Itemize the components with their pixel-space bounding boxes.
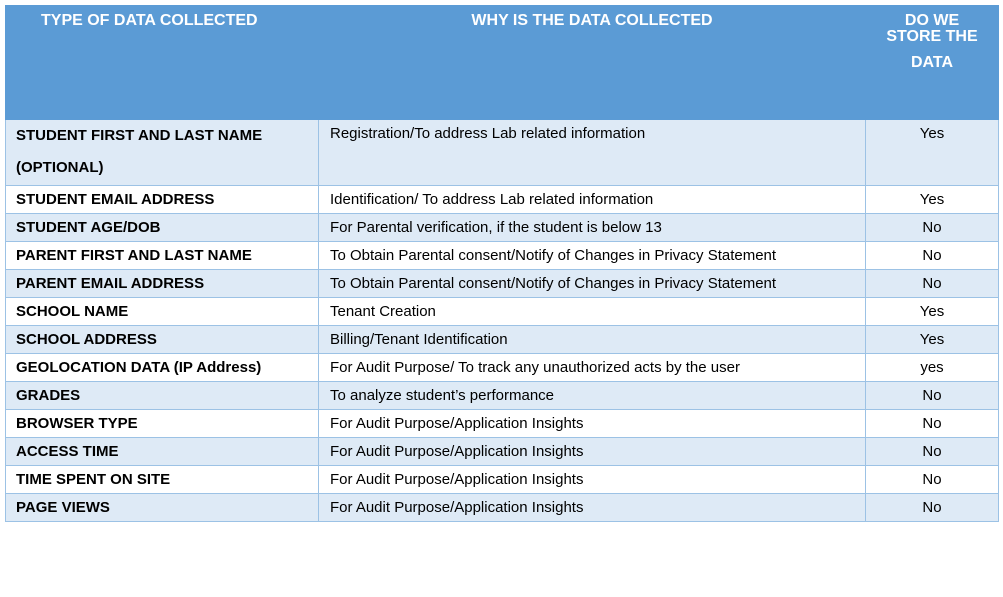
row-why-cell: To analyze student’s performance: [319, 382, 866, 410]
row-type-cell: SCHOOL NAME: [6, 298, 319, 326]
row-why-cell: Billing/Tenant Identification: [319, 326, 866, 354]
row-type-cell: STUDENT AGE/DOB: [6, 214, 319, 242]
table-body: [6, 120, 999, 522]
row-type-cell: PAGE VIEWS: [6, 494, 319, 522]
row-store-cell: Yes: [866, 120, 999, 186]
table-row: [6, 410, 999, 438]
header-why-collected: WHY IS THE DATA COLLECTED: [319, 6, 866, 120]
data-collection-table-wrapper: [5, 5, 998, 522]
row-why-cell: For Audit Purpose/Application Insights: [319, 466, 866, 494]
row-store-cell: Yes: [866, 186, 999, 214]
header-row: [6, 6, 999, 120]
row-why-cell: To Obtain Parental consent/Notify of Changes in Privacy Statement: [319, 270, 866, 298]
row-store-cell: Yes: [866, 298, 999, 326]
row-store-cell: Yes: [866, 326, 999, 354]
row-type-cell: ACCESS TIME: [6, 438, 319, 466]
row-why-cell: For Audit Purpose/Application Insights: [319, 494, 866, 522]
table-row: [6, 186, 999, 214]
row-type-cell: PARENT FIRST AND LAST NAME: [6, 242, 319, 270]
table-row: [6, 494, 999, 522]
row-store-cell: yes: [866, 354, 999, 382]
table-row: [6, 354, 999, 382]
row-type-cell: PARENT EMAIL ADDRESS: [6, 270, 319, 298]
row-why-cell: Tenant Creation: [319, 298, 866, 326]
table-row: [6, 270, 999, 298]
table-row: [6, 382, 999, 410]
row-store-cell: No: [866, 270, 999, 298]
row-why-cell: Identification/ To address Lab related information: [319, 186, 866, 214]
table-row: [6, 214, 999, 242]
row-type-cell: TIME SPENT ON SITE: [6, 466, 319, 494]
table-row: [6, 438, 999, 466]
row-type-cell: STUDENT FIRST AND LAST NAME (OPTIONAL): [6, 120, 319, 186]
header-do-we-store: DO WE STORE THE DATA: [866, 6, 999, 120]
row-type-cell: BROWSER TYPE: [6, 410, 319, 438]
row-why-cell: For Parental verification, if the student is below 13: [319, 214, 866, 242]
row-store-cell: No: [866, 410, 999, 438]
table-row: [6, 120, 999, 186]
table-row: [6, 326, 999, 354]
row-store-cell: No: [866, 494, 999, 522]
row-type-cell: STUDENT EMAIL ADDRESS: [6, 186, 319, 214]
row-why-cell: To Obtain Parental consent/Notify of Changes in Privacy Statement: [319, 242, 866, 270]
row-store-cell: No: [866, 242, 999, 270]
row-store-cell: No: [866, 214, 999, 242]
row-type-cell: SCHOOL ADDRESS: [6, 326, 319, 354]
row-store-cell: No: [866, 466, 999, 494]
row-type-cell: GRADES: [6, 382, 319, 410]
data-collection-table: [5, 5, 999, 522]
table-row: [6, 466, 999, 494]
table-row: [6, 242, 999, 270]
table-row: [6, 298, 999, 326]
row-store-cell: No: [866, 382, 999, 410]
row-why-cell: For Audit Purpose/ To track any unauthorized acts by the user: [319, 354, 866, 382]
row-type-cell: GEOLOCATION DATA (IP Address): [6, 354, 319, 382]
header-type-of-data: TYPE OF DATA COLLECTED: [6, 6, 319, 120]
row-why-cell: For Audit Purpose/Application Insights: [319, 410, 866, 438]
table-header: [6, 6, 999, 120]
row-why-cell: For Audit Purpose/Application Insights: [319, 438, 866, 466]
row-why-cell: Registration/To address Lab related information: [319, 120, 866, 186]
row-store-cell: No: [866, 438, 999, 466]
